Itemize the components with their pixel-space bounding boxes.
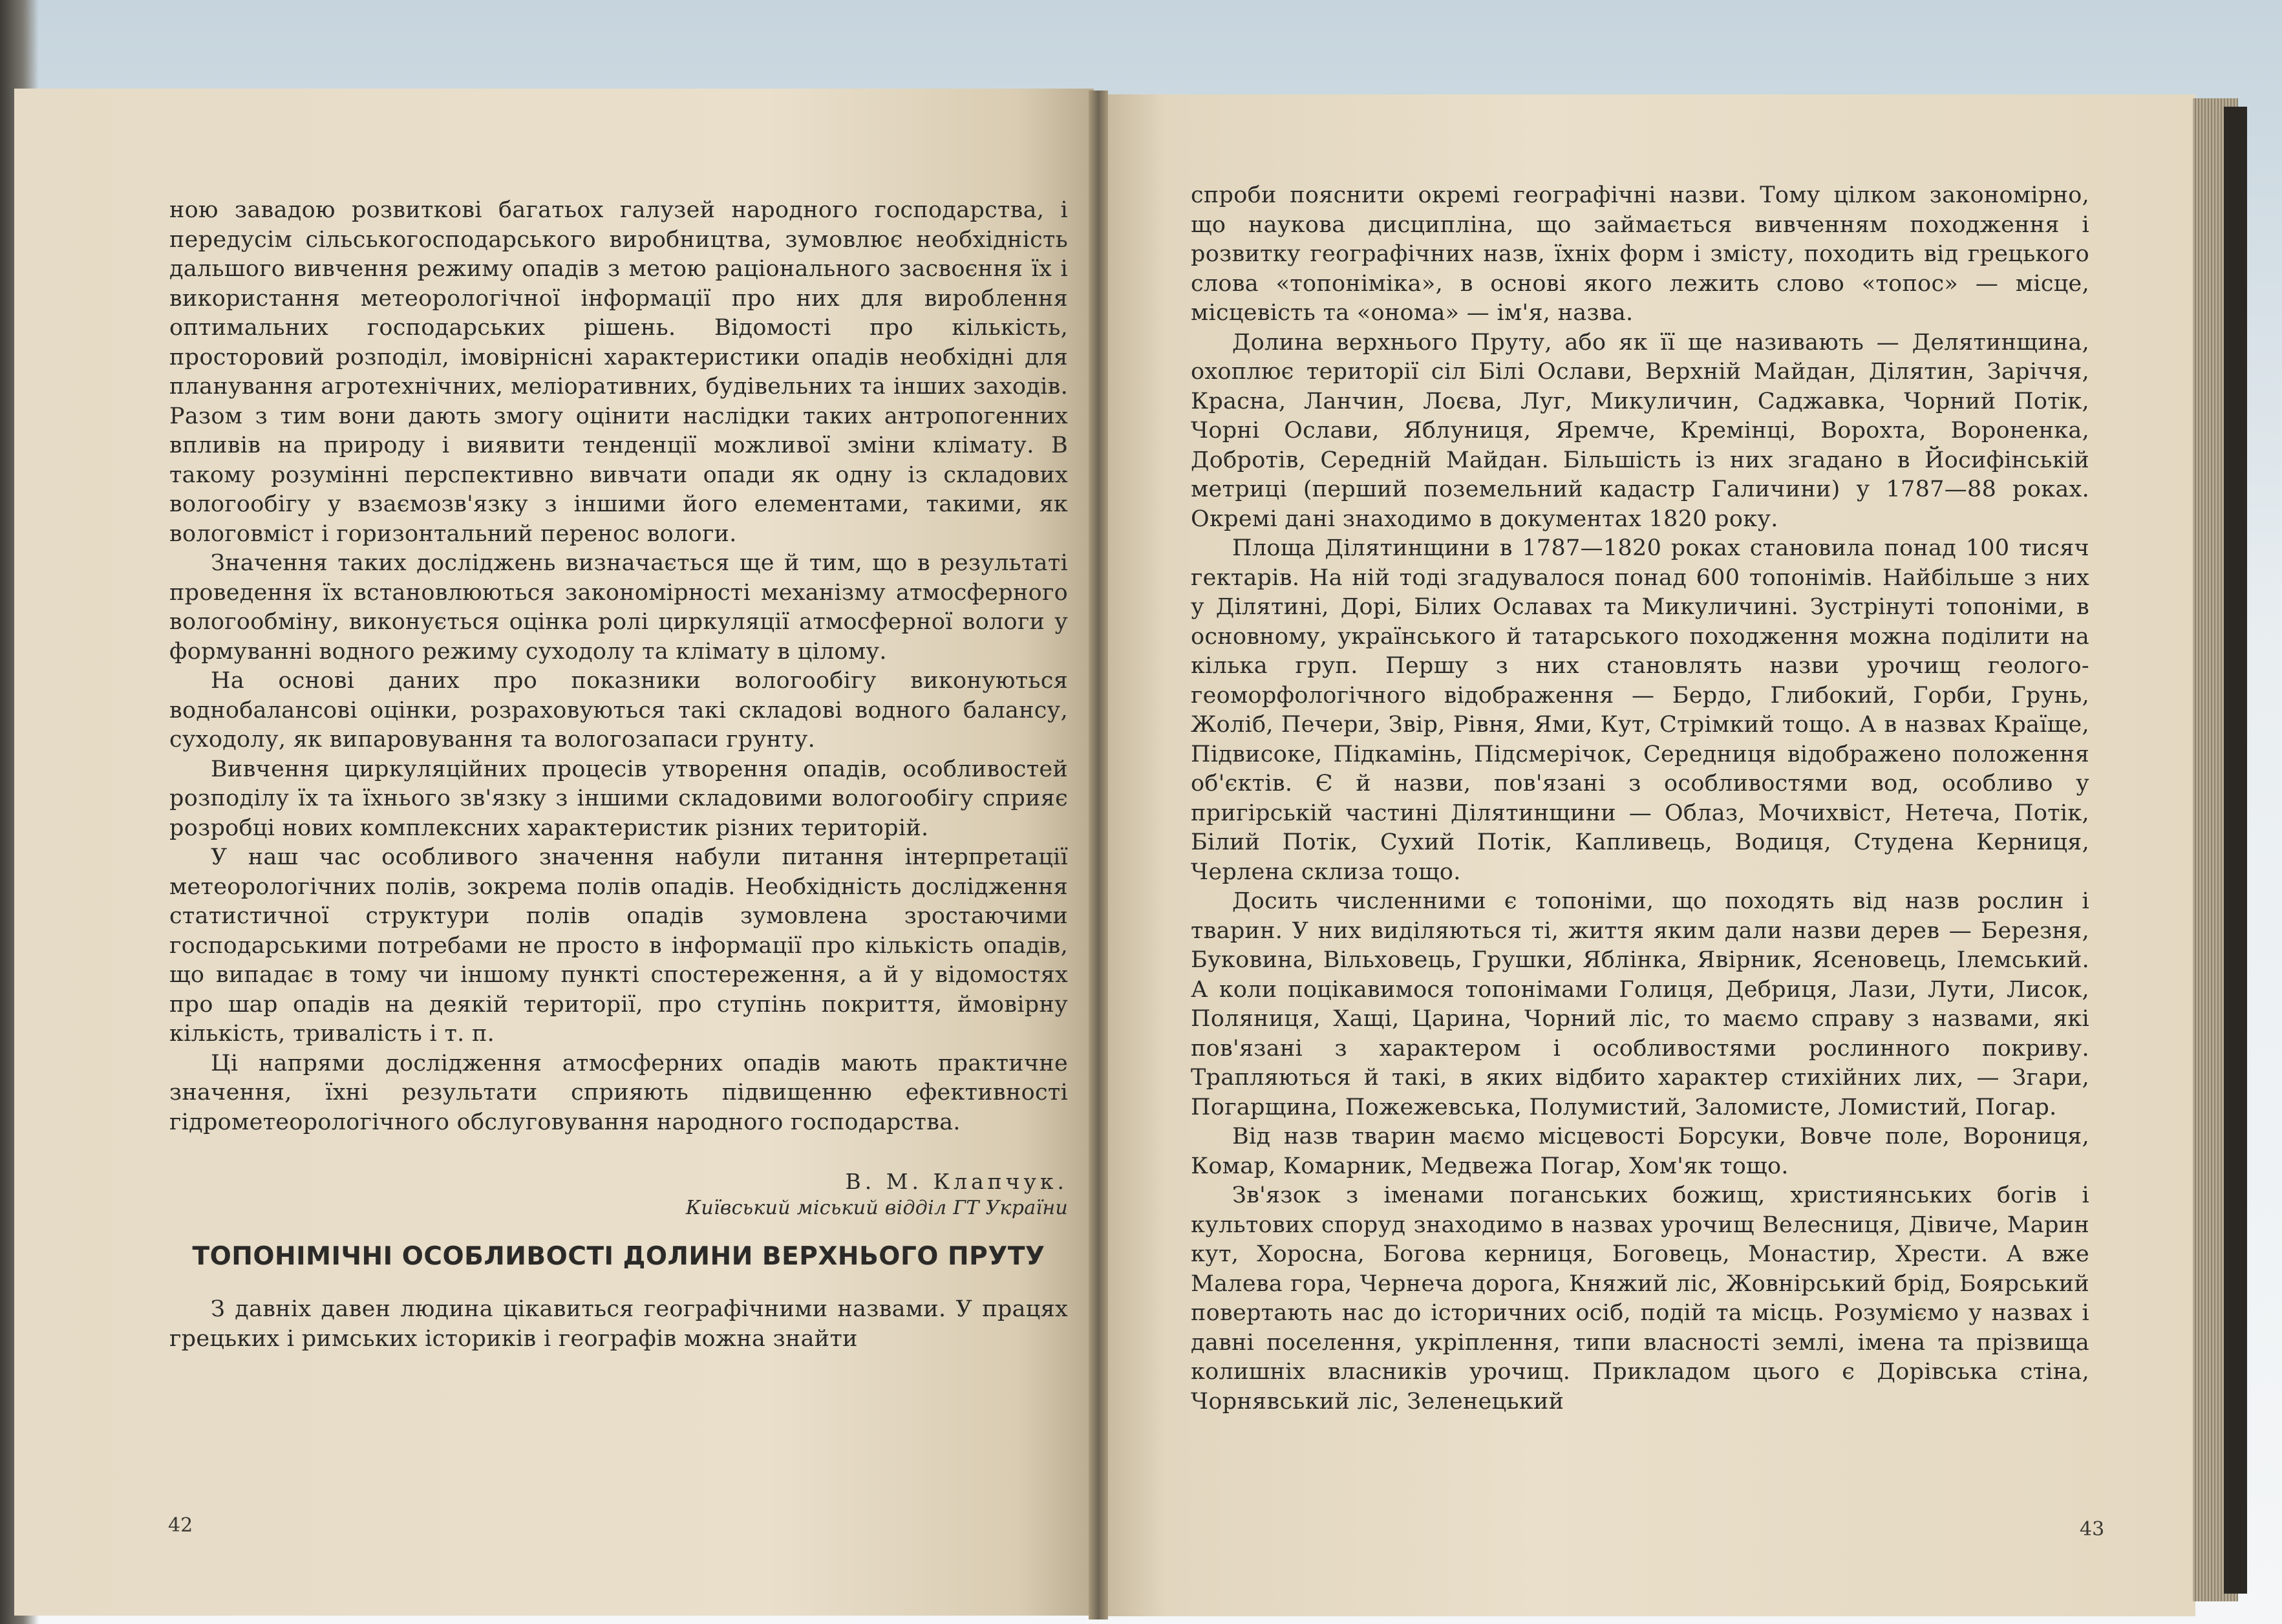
left-page-text [169,196,1068,1354]
signature-block [169,1168,1068,1221]
paragraph: Значення таких досліджень визначається ще й тим, що в результаті проведення їх встановлюються закономірності механізму атмосферного вологообміну, виконується оцінка ролі циркуляції атмосферної вологи у формуванні водного режиму суходолу та клімату в цілому. [169,550,1068,665]
paragraph: У наш час особливого значення набули питання інтерпретації метеорологічних полів, зокрема полів опадів. Необхідність дослідження статистичної структури полів опадів зумовлена зростаючими господарськими потребами не просто в інформації про кількість опадів, що випадає в тому чи іншому пункті спостереження, а й у відомостях про шар опадів на деякій території, про ступінь покриття, ймовірну кількість, тривалість і т. п. [169,844,1068,1047]
paragraph: Зв'язок з іменами поганських божищ, християнських богів і культових споруд знаходимо в назвах урочищ Велесниця, Дівиче, Марин кут, Хоросна, Богова керниця, Боговець, Монастир, Хрести. А вже Малева гора, Чернеча дорога, Княжий ліс, Жовнірський брід, Боярський повертають нас до історичних осіб, подій та місць. Розуміємо у назвах і давні поселення, укріплення, типи власності землі, імена та прізвища колишніх власників урочищ. Прикладом цього є Дорівська стіна, Чорнявський ліс, Зеленецький [1191,1182,2089,1415]
article-title: ТОПОНІМІЧНІ ОСОБЛИВОСТІ ДОЛИНИ ВЕРХНЬОГО ПРУТУ [192,1242,1045,1271]
book-gutter [1089,91,1108,1619]
article-intro: З давніх давен людина цікавиться географічними назвами. У працях грецьких і римських істориків і географів можна знайти [169,1296,1068,1352]
paragraph: Досить численними є топоніми, що походять від назв рослин і тварин. У них виділяються ті, життя яким дали назви дерев — Березня, Буковина, Вільховець, Грушки, Яблінка, Явірник, Ясеновець, Ілемський. А коли поцікавимося топонімами Голиця, Дебриця, Лази, Лути, Лисок, Поляниця, Хащі, Царина, Чорний ліс, то маємо справу з назвами, які пов'язані з характером і особливостями рослинного покриву. Трапляються й такі, в яких відбито характер стихійних лих, — Згари, Погарщина, Пожежевська, Полумистий, Заломисте, Ломистий, Погар. [1191,888,2089,1120]
paragraph: Ці напрями дослідження атмосферних опадів мають практичне значення, їхні результати сприяють підвищенню ефективності гідрометеорологічного обслуговування народного господарства. [169,1050,1068,1135]
paragraph: ною завадою розвиткові багатьох галузей народного господарства, і передусім сільськогосподарського виробництва, зумовлює необхідність дальшого вивчення режиму опадів з метою раціонального засвоєння їх і використання метеорологічної інформації про них для вироблення оптимальних господарських рішень. Відомості про кількість, просторовий розподіл, імовірнісні характеристики опадів необхідні для планування агротехнічних, меліоративних, будівельних та інших заходів. Разом з тим вони дають змогу оцінити наслідки таких антропогенних впливів на природу і виявити тенденції можливої зміни клімату. В такому розумінні перспективно вивчати опади як одну із складових вологообігу у взаємозв'язку з іншими його елементами, такими, як вологовміст і горизонтальний перенос вологи. [169,197,1068,547]
book-cover-edge [2224,107,2247,1594]
paragraph: Вивчення циркуляційних процесів утворення опадів, особливостей розподілу їх та їхнього зв'язку з іншими складовими вологообігу сприяє розробці нових комплексних характеристик різних територій. [169,756,1068,841]
paragraph: Площа Ділятинщини в 1787—1820 роках становила понад 100 тисяч гектарів. На ній тоді згадувалося понад 600 топонімів. Найбільше з них у Ділятині, Дорі, Білих Ославах та Микуличині. Зустрінуті топоніми, в основному, українського й татарського походження можна поділити на кілька груп. Першу з них становлять назви урочищ геолого-геоморфологічного відображення — Бердо, Глибокий, Горби, Грунь, Жоліб, Печери, Звір, Рівня, Ями, Кут, Стрімкий тощо. А в назвах Країще, Підвисоке, Підкамінь, Підсмерічок, Середниця відображено положення об'єктів. Є й назви, пов'язані з особливостями вод, особливо у пригірській частині Ділятинщини — Облаз, Мочихвіст, Нетеча, Потік, Білий Потік, Сухий Потік, Капливець, Водиця, Студена Керниця, Черлена склиза тощо. [1191,535,2089,885]
paragraph: спроби пояснити окремі географічні назви. Тому цілком закономірно, що наукова дисципліна, що займається вивченням походження і розвитку географічних назв, їхніх форм і змісту, походить від грецького слова «топоніміка», в основі якого лежить слово «топос» — місце, місцевість та «онома» — ім'я, назва. [1191,182,2089,326]
right-page-text [1191,181,2089,1416]
page-number: 43 [2080,1518,2105,1541]
paragraph: Долина верхнього Пруту, або як її ще називають — Делятинщина, охоплює території сіл Білі Ослави, Верхній Майдан, Ділятин, Заріччя, Красна, Ланчин, Лоєва, Луг, Микуличин, Саджавка, Чорний Потік, Чорні Ослави, Яблуниця, Яремче, Кремінці, Ворохта, Вороненка, Добротів, Середній Майдан. Більшість із них згадано в Йосифінській метриці (перший поземельний кадастр Галичини) у 1787—88 роках. Окремі дані знаходимо в документах 1820 року. [1191,329,2089,532]
author-name: В. М. Клапчук. [845,1169,1068,1194]
page-number: 42 [168,1514,193,1537]
right-page [1100,94,2195,1616]
paragraph: На основі даних про показники вологообігу виконуються воднобалансові оцінки, розраховуються такі складові водного балансу, суходолу, як випаровування та вологозапаси грунту. [169,668,1068,753]
paragraph: Від назв тварин маємо місцевості Борсуки, Вовче поле, Ворониця, Комар, Комарник, Медвежа Погар, Хом'як тощо. [1191,1124,2089,1179]
left-page [14,89,1094,1616]
author-affiliation: Київський міський відділ ГТ України [685,1197,1068,1219]
